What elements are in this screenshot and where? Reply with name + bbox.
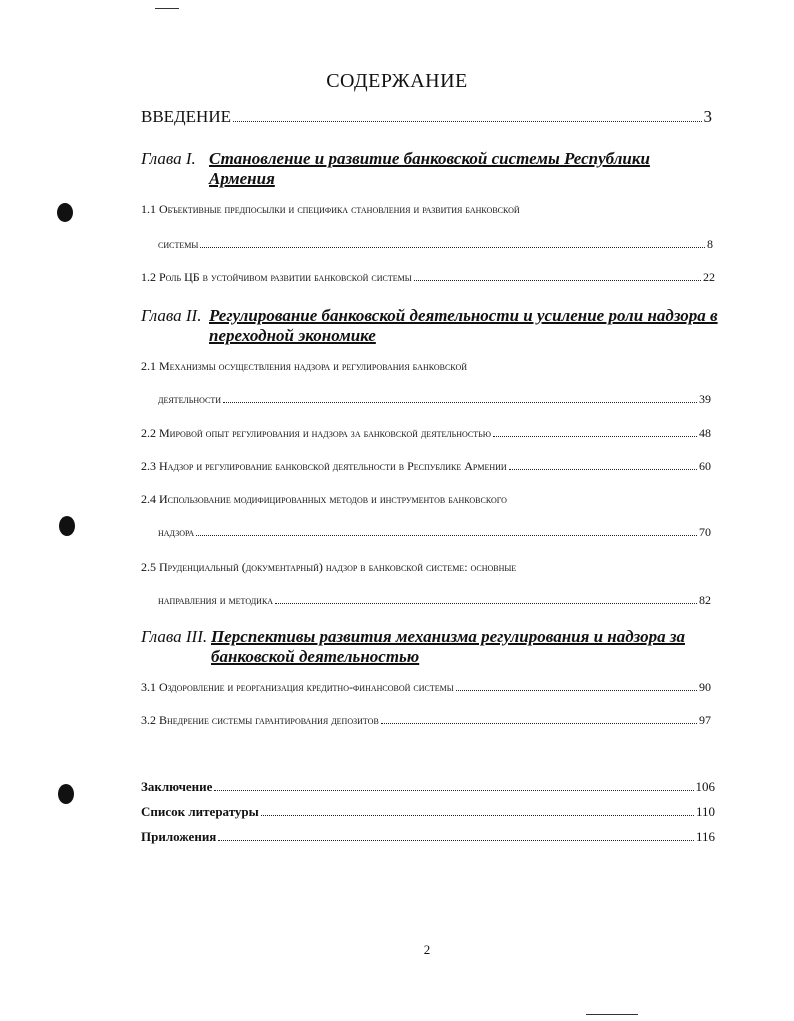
chapter-title-line1: Становление и развитие банковской системы Республики bbox=[209, 149, 650, 168]
page-number: 2 bbox=[423, 942, 431, 957]
section-title-line1: Использование модифицированных методов и инструментов банковского bbox=[159, 492, 507, 506]
chapter-label: Глава III. bbox=[141, 627, 208, 646]
leader-dots bbox=[414, 280, 701, 281]
toc-intro-label: ВВЕДЕНИЕ bbox=[141, 107, 231, 126]
scan-mark-bottom bbox=[586, 1014, 638, 1015]
section-title-line2: системы bbox=[158, 237, 199, 251]
toc-conclusion-label: Заключение bbox=[141, 779, 213, 794]
toc-appendices-label: Приложения bbox=[141, 829, 217, 844]
toc-section-2-1[interactable] bbox=[141, 359, 711, 407]
section-number: 2.5 bbox=[141, 560, 156, 574]
section-page: 8 bbox=[707, 237, 713, 251]
section-number: 2.4 bbox=[141, 492, 156, 506]
leader-dots bbox=[233, 121, 702, 122]
chapter-title-line2: Армения bbox=[209, 169, 275, 188]
toc-section-1-1[interactable] bbox=[141, 202, 713, 252]
section-number: 2.2 bbox=[141, 426, 156, 440]
punch-hole-3 bbox=[58, 784, 74, 804]
chapter-title-line1: Регулирование банковской деятельности и усиление роли надзора в bbox=[209, 306, 718, 325]
chapter-label: Глава I. bbox=[141, 149, 196, 168]
section-number: 2.1 bbox=[141, 359, 156, 373]
leader-dots bbox=[214, 790, 693, 791]
leader-dots bbox=[218, 840, 694, 841]
leader-dots bbox=[381, 723, 697, 724]
leader-dots bbox=[456, 690, 697, 691]
toc-appendices[interactable] bbox=[141, 829, 715, 845]
punch-hole-1 bbox=[57, 203, 73, 222]
toc-section-2-3[interactable] bbox=[141, 459, 711, 474]
chapter-heading-1[interactable] bbox=[141, 149, 721, 189]
section-page: 39 bbox=[699, 392, 711, 406]
leader-dots bbox=[196, 535, 697, 536]
section-title-line1: Объективные предпосылки и специфика становления и развития банковской bbox=[159, 202, 520, 216]
toc-intro[interactable] bbox=[141, 107, 712, 127]
toc-appendices-page: 116 bbox=[695, 829, 715, 844]
section-number: 3.1 bbox=[141, 680, 156, 694]
section-page: 97 bbox=[699, 713, 711, 727]
toc-section-2-4[interactable] bbox=[141, 492, 711, 540]
leader-dots bbox=[493, 436, 697, 437]
section-number: 2.3 bbox=[141, 459, 156, 473]
toc-bibliography-label: Список литературы bbox=[141, 804, 259, 819]
section-title: Внедрение системы гарантирования депозитов bbox=[159, 713, 379, 727]
leader-dots bbox=[509, 469, 697, 470]
chapter-label: Глава II. bbox=[141, 306, 202, 325]
section-page: 22 bbox=[703, 270, 715, 284]
toc-section-3-1[interactable] bbox=[141, 680, 711, 695]
chapter-title-line2: переходной экономике bbox=[209, 326, 376, 345]
leader-dots bbox=[200, 247, 705, 248]
section-title-line1: Пруденциальный (документарный) надзор в банковской системе: основные bbox=[159, 560, 517, 574]
section-number: 1.1 bbox=[141, 202, 156, 216]
toc-bibliography[interactable] bbox=[141, 804, 715, 820]
toc-intro-page: 3 bbox=[703, 107, 712, 126]
toc-conclusion-page: 106 bbox=[695, 779, 715, 794]
section-title-line1: Механизмы осуществления надзора и регулирования банковской bbox=[159, 359, 467, 373]
section-title: Оздоровление и реорганизация кредитно-финансовой системы bbox=[159, 680, 454, 694]
section-number: 3.2 bbox=[141, 713, 156, 727]
toc-section-3-2[interactable] bbox=[141, 713, 711, 728]
leader-dots bbox=[261, 815, 694, 816]
toc-section-2-5[interactable] bbox=[141, 560, 711, 608]
toc-section-1-2[interactable] bbox=[141, 270, 715, 285]
section-title-line2: надзора bbox=[158, 525, 195, 539]
chapter-heading-3[interactable] bbox=[141, 627, 701, 667]
toc-section-2-2[interactable] bbox=[141, 426, 711, 441]
section-title-line2: деятельности bbox=[158, 392, 222, 406]
chapter-title-line1: Перспективы развития механизма регулирования и надзора за bbox=[211, 627, 685, 646]
section-page: 82 bbox=[699, 593, 711, 607]
section-page: 70 bbox=[699, 525, 711, 539]
punch-hole-2 bbox=[59, 516, 75, 536]
toc-bibliography-page: 110 bbox=[695, 804, 715, 819]
leader-dots bbox=[223, 402, 697, 403]
section-page: 90 bbox=[699, 680, 711, 694]
section-page: 60 bbox=[699, 459, 711, 473]
toc-conclusion[interactable] bbox=[141, 779, 715, 795]
leader-dots bbox=[275, 603, 697, 604]
section-title: Надзор и регулирование банковской деятельности в Республике Армении bbox=[159, 459, 507, 473]
chapter-heading-2[interactable] bbox=[141, 306, 723, 346]
section-title: Роль ЦБ в устойчивом развитии банковской системы bbox=[159, 270, 412, 284]
page-title: СОДЕРЖАНИЕ bbox=[326, 70, 468, 92]
section-page: 48 bbox=[699, 426, 711, 440]
section-title-line2: направления и методика bbox=[158, 593, 274, 607]
scan-mark-top bbox=[155, 8, 179, 9]
chapter-title-line2: банковской деятельностью bbox=[211, 647, 420, 666]
section-number: 1.2 bbox=[141, 270, 156, 284]
section-title: Мировой опыт регулирования и надзора за банковской деятельностью bbox=[159, 426, 491, 440]
